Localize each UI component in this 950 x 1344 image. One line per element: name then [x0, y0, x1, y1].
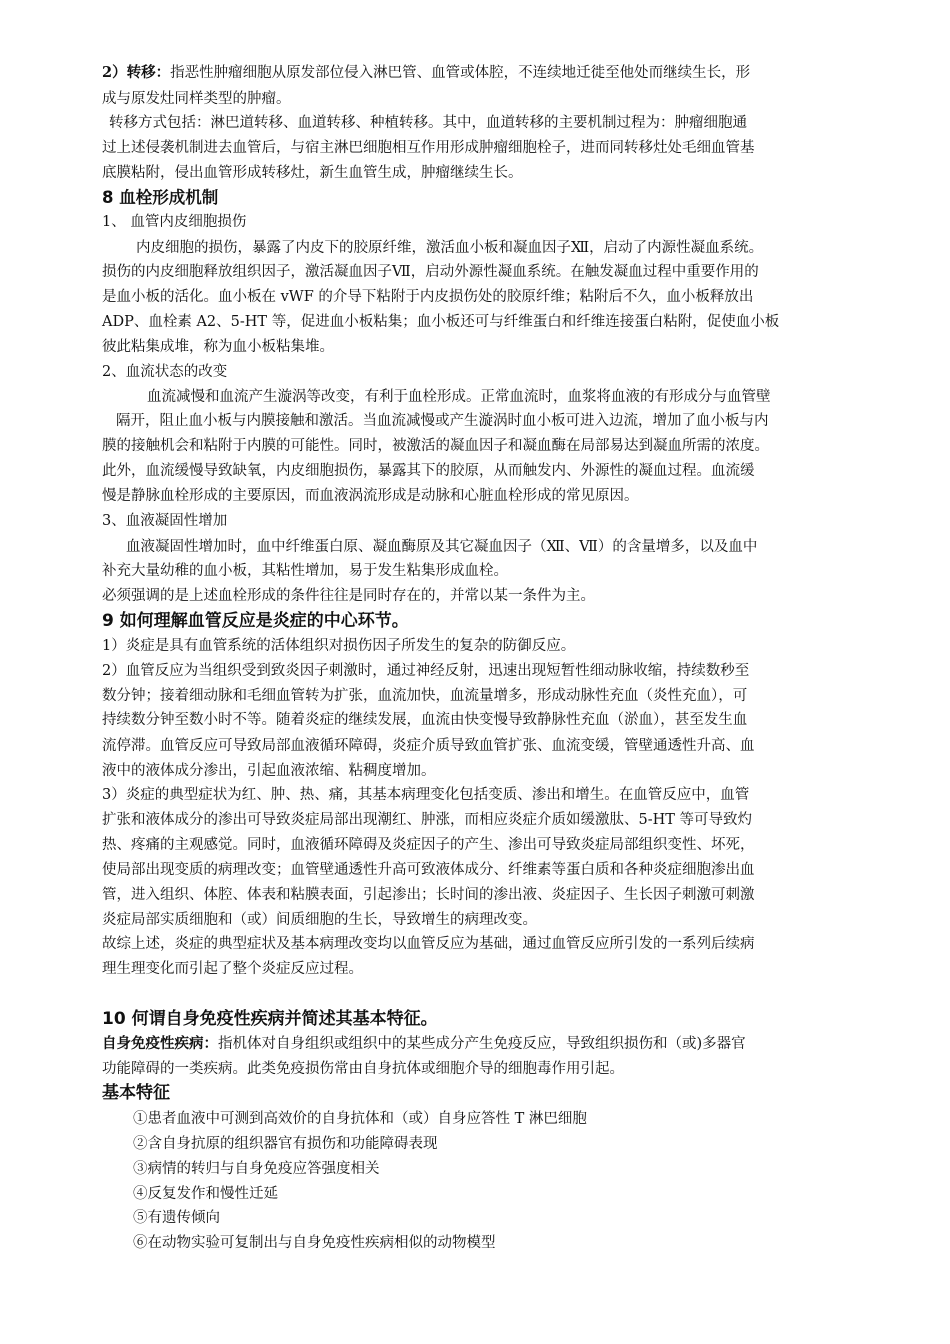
definition-line-1	[102, 1032, 746, 1056]
paragraph-line: 损伤的内皮细胞释放组织因子，激活凝血因子Ⅶ，启动外源性凝血系统。在触发凝血过程中重要作用的	[102, 264, 759, 280]
subheading-2: 2、血流状态的改变	[102, 364, 228, 380]
metastasis-label: 2）转移：	[102, 64, 171, 81]
paragraph-line: 液中的液体成分渗出，引起血液浓缩、粘稠度增加。	[102, 763, 436, 779]
feature-item: ⑥在动物实验可复制出与自身免疫性疾病相似的动物模型	[133, 1235, 496, 1251]
paragraph-line: 补充大量幼稚的血小板，其粘性增加，易于发生粘集形成血栓。	[102, 563, 508, 579]
paragraph-line: 持续数分钟至数小时不等。随着炎症的继续发展，血流由快变慢导致静脉性充血（淤血），甚至发生血	[102, 712, 748, 728]
paragraph-line: 成与原发灶同样类型的肿瘤。	[102, 91, 291, 107]
feature-item: ②含自身抗原的组织器官有损伤和功能障碍表现	[133, 1136, 438, 1152]
paragraph-line: 底膜粘附，侵出血管形成转移灶，新生血管生成，肿瘤继续生长。	[102, 165, 523, 181]
metastasis-text: 指恶性肿瘤细胞从原发部位侵入淋巴管、血管或体腔，不连续地迁徙至他处而继续生长，形	[170, 65, 751, 81]
feature-item: ③病情的转归与自身免疫应答强度相关	[133, 1161, 380, 1177]
paragraph-line: 3）炎症的典型症状为红、肿、热、痛，其基本病理变化包括变质、渗出和增生。在血管反应中，血管	[102, 787, 750, 803]
subheading-3: 3、血液凝固性增加	[102, 513, 228, 529]
paragraph-line: 故综上述，炎症的典型症状及基本病理改变均以血管反应为基础，通过血管反应所引发的一系列后续病	[102, 936, 755, 952]
paragraph-line: 管，进入组织、体腔、体表和粘膜表面，引起渗出；长时间的渗出液、炎症因子、生长因子刺激可刺激	[102, 887, 755, 903]
definition-text: 指机体对自身组织或组织中的某些成分产生免疫反应，导致组织损伤和（或)多器官	[218, 1036, 746, 1052]
paragraph-line: 使局部出现变质的病理改变；血管壁通透性升高可致液体成分、纤维素等蛋白质和各种炎症细胞渗出血	[102, 862, 755, 878]
paragraph-line: 是血小板的活化。血小板在 vWF 的介导下粘附于内皮损伤处的胶原纤维；粘附后不久，血小板释放出	[102, 289, 754, 305]
paragraph-line: 膜的接触机会和粘附于内膜的可能性。同时，被激活的凝血因子和凝血酶在局部易达到凝血所需的浓度。	[102, 438, 769, 454]
paragraph-line: 扩张和液体成分的渗出可导致炎症局部出现潮红、肿涨，而相应炎症介质如缓激肽、5-HT 等可导致灼	[102, 812, 753, 828]
paragraph-line: 功能障碍的一类疾病。此类免疫损伤常由自身抗体或细胞介导的细胞毒作用引起。	[102, 1061, 624, 1077]
paragraph-line: 此外，血流缓慢导致缺氧，内皮细胞损伤，暴露其下的胶原，从而触发内、外源性的凝血过程。血流缓	[102, 463, 755, 479]
features-heading: 基本特征	[102, 1083, 170, 1103]
paragraph-line: 内皮细胞的损伤，暴露了内皮下的胶原纤维，激活血小板和凝血因子Ⅻ，启动了内源性凝血系统。	[136, 240, 764, 256]
definition-label: 自身免疫性疾病：	[102, 1035, 218, 1052]
section-8-heading: 8 血栓形成机制	[102, 188, 219, 207]
paragraph-line: 炎症局部实质细胞和（或）间质细胞的生长，导致增生的病理改变。	[102, 912, 537, 928]
section-9-heading: 9 如何理解血管反应是炎症的中心环节。	[102, 611, 409, 631]
feature-item: ⑤有遗传倾向	[133, 1210, 220, 1226]
paragraph-line: 2）血管反应为当组织受到致炎因子刺激时，通过神经反射，迅速出现短暂性细动脉收缩，持续数秒至	[102, 663, 750, 679]
paragraph-line: 流停滞。血管反应可导致局部血液循环障碍，炎症介质导致血管扩张、血流变缓，管壁通透性升高、血	[102, 738, 755, 754]
section-10-heading: 10 何谓自身免疫性疾病并简述其基本特征。	[102, 1009, 438, 1029]
paragraph-line: 过上述侵袭机制进去血管后，与宿主淋巴细胞相互作用形成肿瘤细胞栓子，进而同转移灶处毛细血管基	[102, 140, 755, 156]
paragraph-line: 必须强调的是上述血栓形成的条件往往是同时存在的，并常以某一条件为主。	[102, 588, 595, 604]
paragraph-line: 热、疼痛的主观感觉。同时，血液循环障碍及炎症因子的产生、渗出可导致炎症局部组织变性、坏死，	[102, 837, 755, 853]
paragraph-line: 数分钟；接着细动脉和毛细血管转为扩张，血流加快，血流量增多，形成动脉性充血（炎性充血），可	[102, 688, 748, 704]
paragraph-line: 血流减慢和血流产生漩涡等改变，有利于血栓形成。正常血流时，血浆将血液的有形成分与血管壁	[147, 389, 771, 405]
feature-item: ④反复发作和慢性迁延	[133, 1186, 278, 1202]
paragraph-line: ADP、血栓素 A2、5-HT 等，促进血小板粘集；血小板还可与纤维蛋白和纤维连接蛋白粘附，促使血小板	[102, 314, 780, 330]
paragraph-line: 理生理变化而引起了整个炎症反应过程。	[102, 961, 363, 977]
subheading-1: 1、 血管内皮细胞损伤	[102, 214, 247, 230]
paragraph-line: 1）炎症是具有血管系统的活体组织对损伤因子所发生的复杂的防御反应。	[102, 638, 576, 654]
feature-item: ①患者血液中可测到高效价的自身抗体和（或）自身应答性 T 淋巴细胞	[133, 1111, 587, 1127]
paragraph-line: 慢是静脉血栓形成的主要原因，而血液涡流形成是动脉和心脏血栓形成的常见原因。	[102, 488, 639, 504]
paragraph-line: 血液凝固性增加时，血中纤维蛋白原、凝血酶原及其它凝血因子（Ⅻ、Ⅶ）的含量增多，以及血中	[126, 539, 758, 555]
paragraph-line: 转移方式包括：淋巴道转移、血道转移、种植转移。其中，血道转移的主要机制过程为：肿瘤细胞通	[109, 115, 747, 131]
paragraph-line: 彼此粘集成堆，称为血小板粘集堆。	[102, 339, 334, 355]
metastasis-line-1	[102, 61, 750, 85]
paragraph-line: 隔开，阻止血小板与内膜接触和激活。当血流减慢或产生漩涡时血小板可进入边流，增加了血小板与内	[116, 413, 769, 429]
